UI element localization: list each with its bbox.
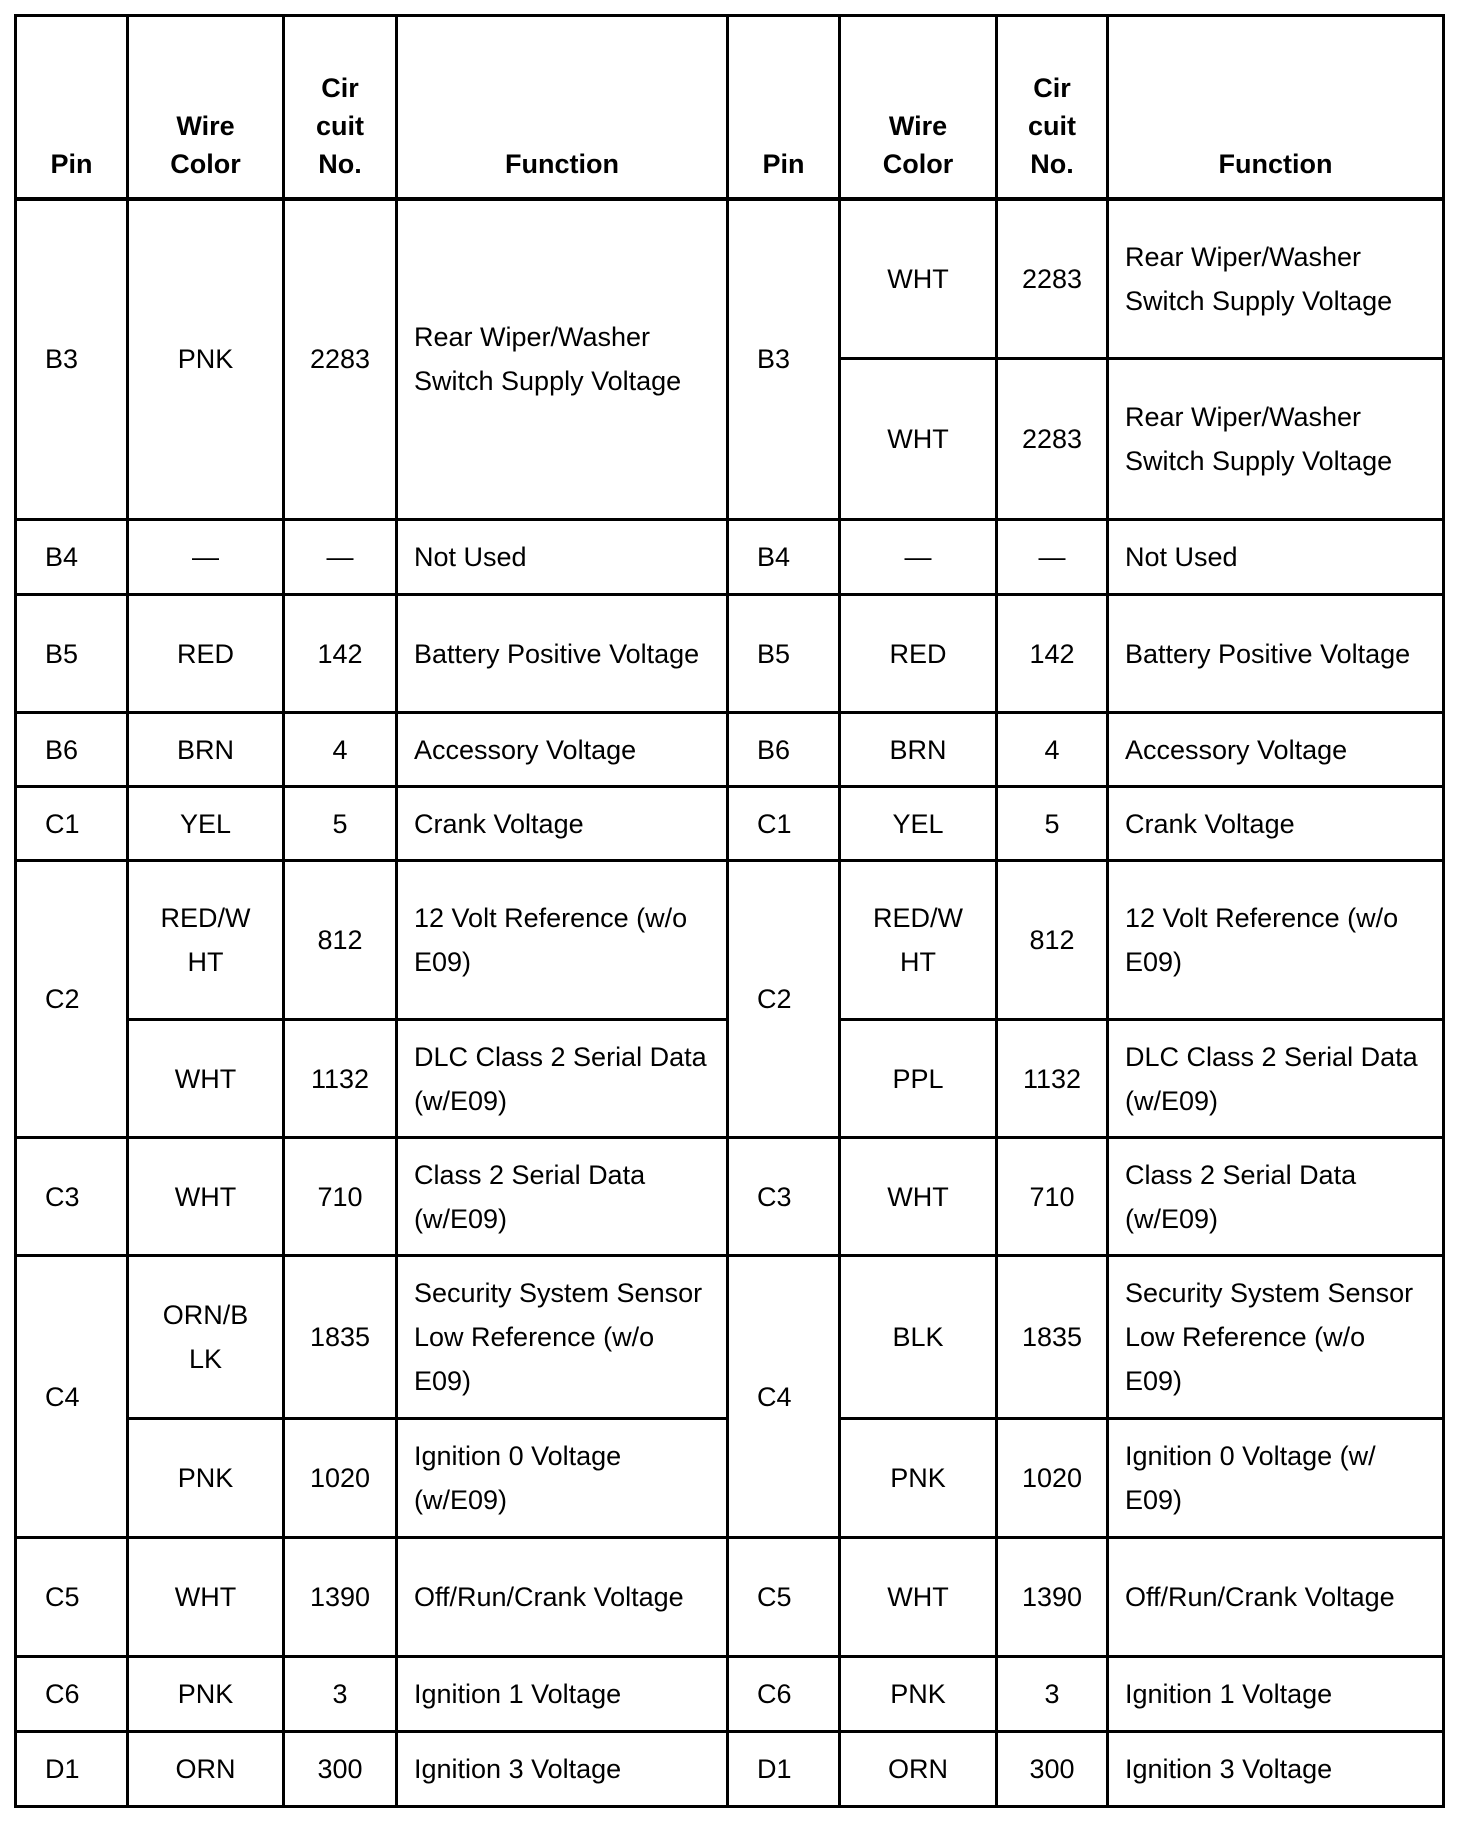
pin-cell: B5: [16, 595, 128, 713]
function-cell: Crank Voltage: [1108, 787, 1444, 861]
pin-cell: C3: [728, 1138, 840, 1256]
function-cell: Off/Run/Crank Voltage: [397, 1538, 728, 1657]
pin-cell: C5: [728, 1538, 840, 1657]
wire-color-cell: RED/W HT: [840, 861, 997, 1020]
function-cell: Rear Wiper/Washer Switch Supply Voltage: [1108, 199, 1444, 359]
table-row: [16, 199, 1444, 359]
function-cell: Accessory Voltage: [397, 713, 728, 787]
function-cell: Rear Wiper/Washer Switch Supply Voltage: [397, 199, 728, 520]
function-cell: DLC Class 2 Serial Data (w/E09): [397, 1020, 728, 1138]
pin-cell: C5: [16, 1538, 128, 1657]
circuit-cell: 300: [997, 1732, 1108, 1807]
circuit-cell: 5: [997, 787, 1108, 861]
wire-color-header: Wire Color: [128, 16, 284, 199]
pin-cell: D1: [728, 1732, 840, 1807]
wire-color-cell: WHT: [840, 1538, 997, 1657]
wire-color-cell: PNK: [840, 1419, 997, 1538]
wire-color-cell: PNK: [128, 1657, 284, 1732]
table-row: [16, 1538, 1444, 1657]
pin-cell: C1: [16, 787, 128, 861]
function-header: Function: [1108, 16, 1444, 199]
circuit-cell: 2283: [997, 359, 1108, 520]
circuit-cell: 5: [284, 787, 397, 861]
circuit-cell: 1020: [997, 1419, 1108, 1538]
function-cell: Battery Positive Voltage: [397, 595, 728, 713]
wire-color-header: Wire Color: [840, 16, 997, 199]
circuit-cell: 1835: [284, 1256, 397, 1419]
function-cell: Ignition 3 Voltage: [1108, 1732, 1444, 1807]
table-row: [16, 713, 1444, 787]
pin-cell: C2: [728, 861, 840, 1138]
function-cell: Not Used: [397, 520, 728, 595]
function-header: Function: [397, 16, 728, 199]
circuit-cell: 1835: [997, 1256, 1108, 1419]
circuit-cell: —: [284, 520, 397, 595]
circuit-cell: 812: [997, 861, 1108, 1020]
circuit-cell: 300: [284, 1732, 397, 1807]
wire-color-cell: RED: [128, 595, 284, 713]
pin-cell: D1: [16, 1732, 128, 1807]
function-cell: Rear Wiper/Washer Switch Supply Voltage: [1108, 359, 1444, 520]
pin-cell: B6: [16, 713, 128, 787]
circuit-number-header: Cir cuit No.: [997, 16, 1108, 199]
circuit-cell: 3: [284, 1657, 397, 1732]
pin-cell: B4: [16, 520, 128, 595]
table-row: [16, 1657, 1444, 1732]
circuit-cell: 3: [997, 1657, 1108, 1732]
wire-color-cell: —: [840, 520, 997, 595]
wire-color-cell: PNK: [128, 199, 284, 520]
wire-color-cell: WHT: [840, 1138, 997, 1256]
circuit-cell: 4: [284, 713, 397, 787]
function-cell: 12 Volt Reference (w/o E09): [1108, 861, 1444, 1020]
pin-cell: B6: [728, 713, 840, 787]
wire-color-cell: WHT: [128, 1538, 284, 1657]
wire-color-cell: —: [128, 520, 284, 595]
table-row: [16, 1732, 1444, 1807]
wire-color-cell: BRN: [128, 713, 284, 787]
circuit-cell: —: [997, 520, 1108, 595]
circuit-cell: 812: [284, 861, 397, 1020]
function-cell: Ignition 1 Voltage: [397, 1657, 728, 1732]
circuit-number-header: Cir cuit No.: [284, 16, 397, 199]
wire-color-cell: WHT: [840, 359, 997, 520]
circuit-cell: 2283: [997, 199, 1108, 359]
wire-color-cell: ORN/B LK: [128, 1256, 284, 1419]
circuit-cell: 710: [284, 1138, 397, 1256]
circuit-cell: 1390: [997, 1538, 1108, 1657]
function-cell: Class 2 Serial Data (w/E09): [397, 1138, 728, 1256]
function-cell: Ignition 0 Voltage (w/ E09): [1108, 1419, 1444, 1538]
function-cell: Ignition 0 Voltage (w/E09): [397, 1419, 728, 1538]
circuit-cell: 1020: [284, 1419, 397, 1538]
function-cell: Not Used: [1108, 520, 1444, 595]
header-row: [16, 16, 1444, 199]
wire-color-cell: PNK: [840, 1657, 997, 1732]
pin-cell: C4: [16, 1256, 128, 1538]
circuit-cell: 710: [997, 1138, 1108, 1256]
function-cell: 12 Volt Reference (w/o E09): [397, 861, 728, 1020]
circuit-cell: 142: [284, 595, 397, 713]
function-cell: Ignition 3 Voltage: [397, 1732, 728, 1807]
wire-color-cell: WHT: [128, 1138, 284, 1256]
function-cell: Accessory Voltage: [1108, 713, 1444, 787]
function-cell: Security System Sensor Low Reference (w/o E09): [1108, 1256, 1444, 1419]
pin-cell: C6: [728, 1657, 840, 1732]
circuit-cell: 1132: [284, 1020, 397, 1138]
wire-color-cell: BLK: [840, 1256, 997, 1419]
pin-cell: C3: [16, 1138, 128, 1256]
function-cell: Off/Run/Crank Voltage: [1108, 1538, 1444, 1657]
function-cell: Crank Voltage: [397, 787, 728, 861]
circuit-cell: 1132: [997, 1020, 1108, 1138]
pin-cell: B3: [16, 199, 128, 520]
circuit-cell: 142: [997, 595, 1108, 713]
connector-pinout-table: [14, 14, 1445, 1808]
wire-color-cell: PPL: [840, 1020, 997, 1138]
wire-color-cell: WHT: [128, 1020, 284, 1138]
wire-color-cell: WHT: [840, 199, 997, 359]
table-row: [16, 861, 1444, 1020]
table-row: [16, 1138, 1444, 1256]
wire-color-cell: PNK: [128, 1419, 284, 1538]
function-cell: Security System Sensor Low Reference (w/o E09): [397, 1256, 728, 1419]
function-cell: DLC Class 2 Serial Data (w/E09): [1108, 1020, 1444, 1138]
circuit-cell: 2283: [284, 199, 397, 520]
table-row: [16, 520, 1444, 595]
wire-color-cell: YEL: [840, 787, 997, 861]
wire-color-cell: ORN: [840, 1732, 997, 1807]
function-cell: Battery Positive Voltage: [1108, 595, 1444, 713]
function-cell: Class 2 Serial Data (w/E09): [1108, 1138, 1444, 1256]
pin-cell: C4: [728, 1256, 840, 1538]
circuit-cell: 4: [997, 713, 1108, 787]
function-cell: Ignition 1 Voltage: [1108, 1657, 1444, 1732]
pin-cell: C1: [728, 787, 840, 861]
wire-color-cell: ORN: [128, 1732, 284, 1807]
wire-color-cell: BRN: [840, 713, 997, 787]
table-row: [16, 787, 1444, 861]
pin-cell: C6: [16, 1657, 128, 1732]
circuit-cell: 1390: [284, 1538, 397, 1657]
wire-color-cell: RED/W HT: [128, 861, 284, 1020]
table-row: [16, 1256, 1444, 1419]
wire-color-cell: YEL: [128, 787, 284, 861]
wire-color-cell: RED: [840, 595, 997, 713]
pin-header: Pin: [16, 16, 128, 199]
pin-cell: B5: [728, 595, 840, 713]
table-row: [16, 595, 1444, 713]
pin-header: Pin: [728, 16, 840, 199]
pin-cell: B3: [728, 199, 840, 520]
pin-cell: B4: [728, 520, 840, 595]
pin-cell: C2: [16, 861, 128, 1138]
